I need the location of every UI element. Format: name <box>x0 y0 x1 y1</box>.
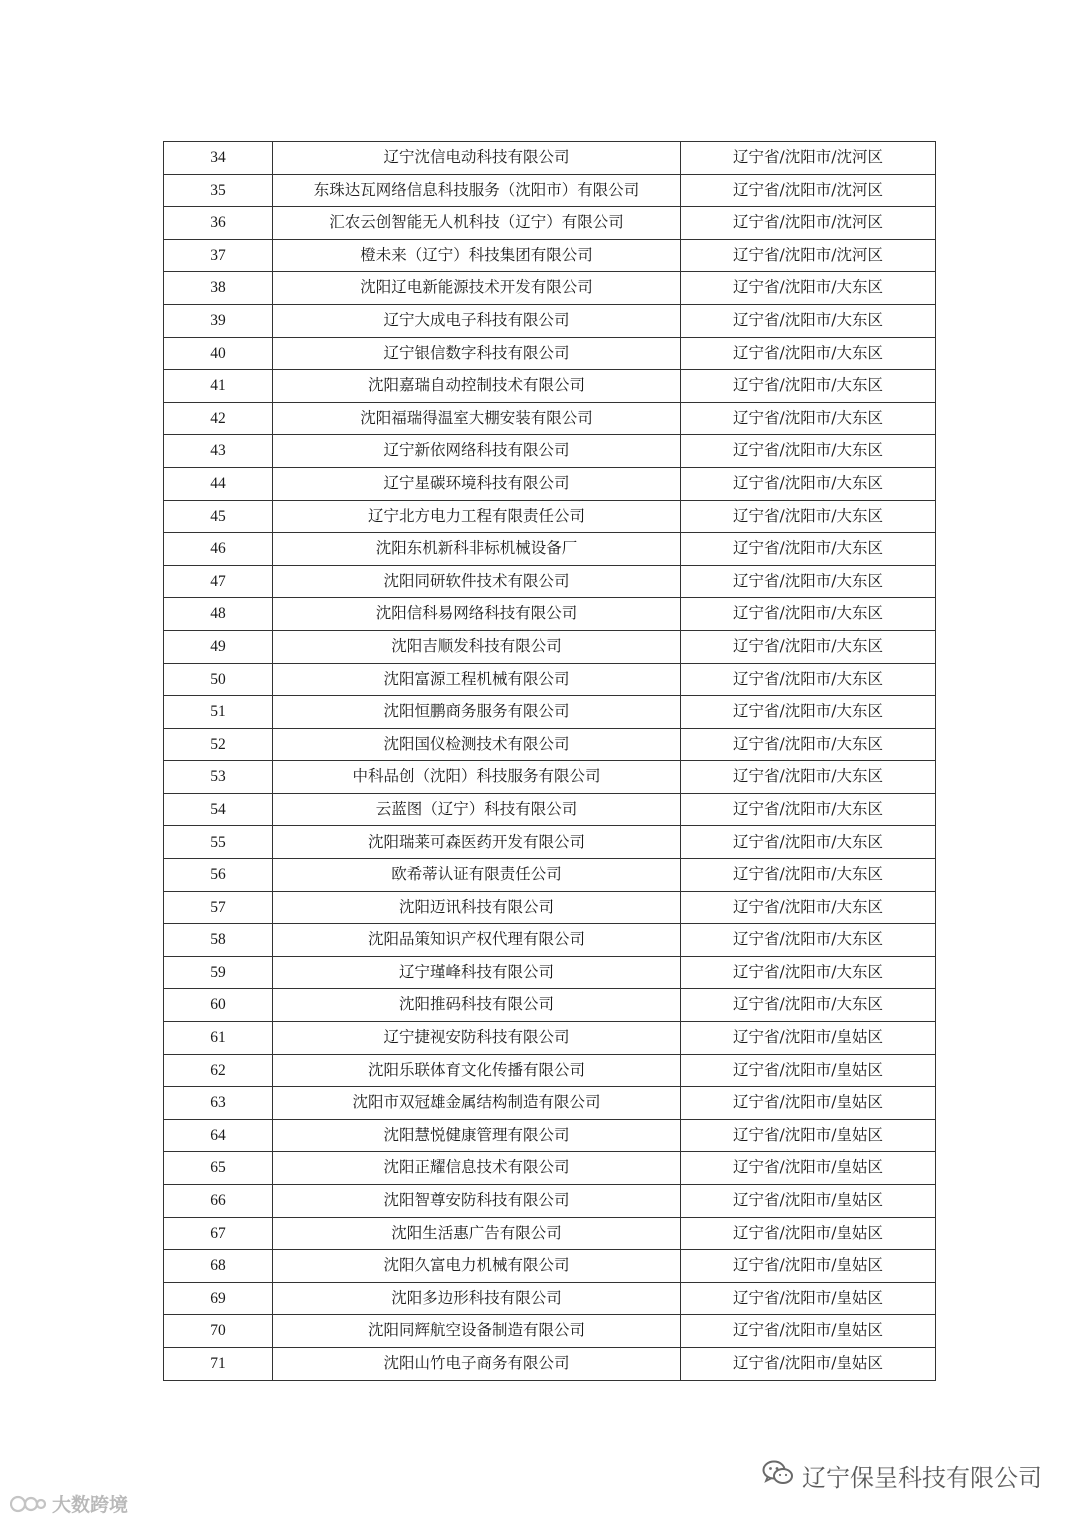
region-cell: 辽宁省/沈阳市/大东区 <box>681 793 936 826</box>
table-body <box>164 142 936 1381</box>
row-number-cell: 39 <box>164 304 273 337</box>
table-row <box>164 956 936 989</box>
company-name-cell: 辽宁瑾峰科技有限公司 <box>273 956 681 989</box>
region-cell: 辽宁省/沈阳市/大东区 <box>681 565 936 598</box>
company-name-cell: 沈阳同辉航空设备制造有限公司 <box>273 1315 681 1348</box>
table-row <box>164 1347 936 1380</box>
region-cell: 辽宁省/沈阳市/皇姑区 <box>681 1347 936 1380</box>
region-cell: 辽宁省/沈阳市/皇姑区 <box>681 1315 936 1348</box>
row-number-cell: 45 <box>164 500 273 533</box>
row-number-cell: 54 <box>164 793 273 826</box>
row-number-cell: 68 <box>164 1250 273 1283</box>
table-row <box>164 1054 936 1087</box>
table-row <box>164 533 936 566</box>
table-row <box>164 272 936 305</box>
row-number-cell: 52 <box>164 728 273 761</box>
company-name-cell: 沈阳吉顺发科技有限公司 <box>273 630 681 663</box>
company-name-cell: 辽宁沈信电动科技有限公司 <box>273 142 681 175</box>
region-cell: 辽宁省/沈阳市/皇姑区 <box>681 1087 936 1120</box>
region-cell: 辽宁省/沈阳市/大东区 <box>681 402 936 435</box>
company-name-cell: 汇农云创智能无人机科技（辽宁）有限公司 <box>273 207 681 240</box>
row-number-cell: 48 <box>164 598 273 631</box>
company-name-cell: 橙未来（辽宁）科技集团有限公司 <box>273 239 681 272</box>
table-row <box>164 1022 936 1055</box>
company-name-cell: 辽宁大成电子科技有限公司 <box>273 304 681 337</box>
wechat-icon <box>762 1459 794 1493</box>
table-row <box>164 1119 936 1152</box>
row-number-cell: 36 <box>164 207 273 240</box>
company-name-cell: 沈阳同研软件技术有限公司 <box>273 565 681 598</box>
table-row <box>164 467 936 500</box>
table-row <box>164 565 936 598</box>
company-name-cell: 沈阳市双冠雄金属结构制造有限公司 <box>273 1087 681 1120</box>
region-cell: 辽宁省/沈阳市/皇姑区 <box>681 1217 936 1250</box>
table-row <box>164 663 936 696</box>
dashuju-logo-icon <box>10 1494 46 1514</box>
region-cell: 辽宁省/沈阳市/大东区 <box>681 500 936 533</box>
region-cell: 辽宁省/沈阳市/大东区 <box>681 435 936 468</box>
company-name-cell: 沈阳国仪检测技术有限公司 <box>273 728 681 761</box>
row-number-cell: 64 <box>164 1119 273 1152</box>
company-name-cell: 沈阳富源工程机械有限公司 <box>273 663 681 696</box>
table-row <box>164 924 936 957</box>
table-row <box>164 696 936 729</box>
row-number-cell: 42 <box>164 402 273 435</box>
company-name-cell: 中科品创（沈阳）科技服务有限公司 <box>273 761 681 794</box>
row-number-cell: 58 <box>164 924 273 957</box>
row-number-cell: 63 <box>164 1087 273 1120</box>
table-row <box>164 859 936 892</box>
row-number-cell: 66 <box>164 1185 273 1218</box>
company-name-cell: 欧希蒂认证有限责任公司 <box>273 859 681 892</box>
table-row <box>164 337 936 370</box>
region-cell: 辽宁省/沈阳市/皇姑区 <box>681 1185 936 1218</box>
region-cell: 辽宁省/沈阳市/皇姑区 <box>681 1250 936 1283</box>
region-cell: 辽宁省/沈阳市/大东区 <box>681 859 936 892</box>
row-number-cell: 43 <box>164 435 273 468</box>
region-cell: 辽宁省/沈阳市/皇姑区 <box>681 1022 936 1055</box>
row-number-cell: 61 <box>164 1022 273 1055</box>
region-cell: 辽宁省/沈阳市/大东区 <box>681 663 936 696</box>
region-cell: 辽宁省/沈阳市/大东区 <box>681 370 936 403</box>
row-number-cell: 56 <box>164 859 273 892</box>
company-name-cell: 沈阳嘉瑞自动控制技术有限公司 <box>273 370 681 403</box>
table-row <box>164 207 936 240</box>
table-row <box>164 1217 936 1250</box>
company-list-table <box>163 141 936 1381</box>
row-number-cell: 59 <box>164 956 273 989</box>
company-name-cell: 沈阳生活惠广告有限公司 <box>273 1217 681 1250</box>
table-row <box>164 500 936 533</box>
region-cell: 辽宁省/沈阳市/大东区 <box>681 826 936 859</box>
region-cell: 辽宁省/沈阳市/皇姑区 <box>681 1282 936 1315</box>
table-row <box>164 761 936 794</box>
region-cell: 辽宁省/沈阳市/大东区 <box>681 956 936 989</box>
company-name-cell: 沈阳正耀信息技术有限公司 <box>273 1152 681 1185</box>
table-row <box>164 891 936 924</box>
region-cell: 辽宁省/沈阳市/沈河区 <box>681 174 936 207</box>
company-name-cell: 辽宁新依网络科技有限公司 <box>273 435 681 468</box>
company-name-cell: 沈阳山竹电子商务有限公司 <box>273 1347 681 1380</box>
region-cell: 辽宁省/沈阳市/沈河区 <box>681 239 936 272</box>
region-cell: 辽宁省/沈阳市/大东区 <box>681 272 936 305</box>
row-number-cell: 55 <box>164 826 273 859</box>
row-number-cell: 62 <box>164 1054 273 1087</box>
row-number-cell: 70 <box>164 1315 273 1348</box>
table-row <box>164 728 936 761</box>
region-cell: 辽宁省/沈阳市/大东区 <box>681 533 936 566</box>
company-name-cell: 沈阳推码科技有限公司 <box>273 989 681 1022</box>
table-row <box>164 1152 936 1185</box>
region-cell: 辽宁省/沈阳市/沈河区 <box>681 142 936 175</box>
company-name-cell: 沈阳辽电新能源技术开发有限公司 <box>273 272 681 305</box>
row-number-cell: 69 <box>164 1282 273 1315</box>
company-name-cell: 沈阳乐联体育文化传播有限公司 <box>273 1054 681 1087</box>
watermark-right-text: 辽宁保呈科技有限公司 <box>802 1464 1042 1492</box>
region-cell: 辽宁省/沈阳市/大东区 <box>681 467 936 500</box>
company-name-cell: 沈阳瑞莱可森医药开发有限公司 <box>273 826 681 859</box>
row-number-cell: 51 <box>164 696 273 729</box>
row-number-cell: 49 <box>164 630 273 663</box>
table-row <box>164 630 936 663</box>
watermark-left-text: 大数跨境 <box>52 1494 129 1516</box>
company-name-cell: 辽宁银信数字科技有限公司 <box>273 337 681 370</box>
row-number-cell: 71 <box>164 1347 273 1380</box>
table-row <box>164 304 936 337</box>
region-cell: 辽宁省/沈阳市/大东区 <box>681 696 936 729</box>
row-number-cell: 46 <box>164 533 273 566</box>
table-row <box>164 1087 936 1120</box>
company-name-cell: 沈阳智尊安防科技有限公司 <box>273 1185 681 1218</box>
row-number-cell: 47 <box>164 565 273 598</box>
row-number-cell: 50 <box>164 663 273 696</box>
region-cell: 辽宁省/沈阳市/沈河区 <box>681 207 936 240</box>
table-row <box>164 1282 936 1315</box>
region-cell: 辽宁省/沈阳市/皇姑区 <box>681 1152 936 1185</box>
row-number-cell: 67 <box>164 1217 273 1250</box>
company-name-cell: 辽宁捷视安防科技有限公司 <box>273 1022 681 1055</box>
company-name-cell: 云蓝图（辽宁）科技有限公司 <box>273 793 681 826</box>
row-number-cell: 44 <box>164 467 273 500</box>
table-row <box>164 1185 936 1218</box>
region-cell: 辽宁省/沈阳市/大东区 <box>681 630 936 663</box>
region-cell: 辽宁省/沈阳市/大东区 <box>681 924 936 957</box>
table-row <box>164 239 936 272</box>
region-cell: 辽宁省/沈阳市/大东区 <box>681 891 936 924</box>
company-name-cell: 沈阳迈讯科技有限公司 <box>273 891 681 924</box>
company-name-cell: 东珠达瓦网络信息科技服务（沈阳市）有限公司 <box>273 174 681 207</box>
company-name-cell: 沈阳多边形科技有限公司 <box>273 1282 681 1315</box>
row-number-cell: 57 <box>164 891 273 924</box>
row-number-cell: 65 <box>164 1152 273 1185</box>
region-cell: 辽宁省/沈阳市/大东区 <box>681 761 936 794</box>
company-name-cell: 辽宁北方电力工程有限责任公司 <box>273 500 681 533</box>
table-row <box>164 174 936 207</box>
company-name-cell: 沈阳久富电力机械有限公司 <box>273 1250 681 1283</box>
wechat-account-watermark <box>762 1458 1042 1493</box>
table-row <box>164 989 936 1022</box>
company-name-cell: 沈阳恒鹏商务服务有限公司 <box>273 696 681 729</box>
row-number-cell: 38 <box>164 272 273 305</box>
table-row <box>164 142 936 175</box>
company-name-cell: 沈阳东机新科非标机械设备厂 <box>273 533 681 566</box>
row-number-cell: 53 <box>164 761 273 794</box>
table-row <box>164 1250 936 1283</box>
company-name-cell: 沈阳慧悦健康管理有限公司 <box>273 1119 681 1152</box>
company-name-cell: 沈阳福瑞得温室大棚安装有限公司 <box>273 402 681 435</box>
row-number-cell: 60 <box>164 989 273 1022</box>
region-cell: 辽宁省/沈阳市/大东区 <box>681 337 936 370</box>
region-cell: 辽宁省/沈阳市/大东区 <box>681 304 936 337</box>
region-cell: 辽宁省/沈阳市/大东区 <box>681 598 936 631</box>
row-number-cell: 34 <box>164 142 273 175</box>
table-row <box>164 1315 936 1348</box>
table-row <box>164 370 936 403</box>
region-cell: 辽宁省/沈阳市/大东区 <box>681 989 936 1022</box>
dashuju-watermark <box>10 1490 128 1517</box>
table-row <box>164 435 936 468</box>
company-name-cell: 沈阳品策知识产权代理有限公司 <box>273 924 681 957</box>
company-name-cell: 沈阳信科易网络科技有限公司 <box>273 598 681 631</box>
table-row <box>164 826 936 859</box>
table-row <box>164 402 936 435</box>
region-cell: 辽宁省/沈阳市/皇姑区 <box>681 1054 936 1087</box>
company-name-cell: 辽宁星碳环境科技有限公司 <box>273 467 681 500</box>
row-number-cell: 40 <box>164 337 273 370</box>
region-cell: 辽宁省/沈阳市/皇姑区 <box>681 1119 936 1152</box>
row-number-cell: 37 <box>164 239 273 272</box>
row-number-cell: 41 <box>164 370 273 403</box>
table-row <box>164 598 936 631</box>
row-number-cell: 35 <box>164 174 273 207</box>
region-cell: 辽宁省/沈阳市/大东区 <box>681 728 936 761</box>
table-row <box>164 793 936 826</box>
